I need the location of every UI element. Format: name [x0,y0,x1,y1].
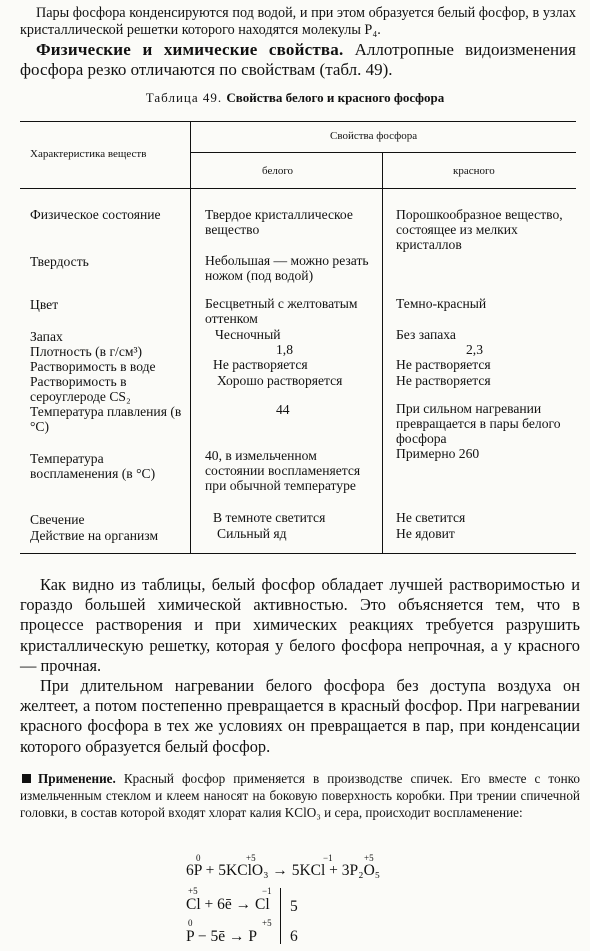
application-label: Применение. [38,771,116,786]
coefficient: 5 [290,898,298,915]
row-name: Физическое состояние [30,207,161,222]
oxidation-state: +5 [262,918,272,928]
col-divider-2 [382,152,383,553]
row-name: Температура воспламенения (в °C) [30,451,156,481]
cell-red: Темно-красный [396,296,487,311]
cell-red: При сильном нагревании превращается в пары белого фосфора [396,401,561,446]
cell-red: Не растворяется [396,373,491,388]
row-name: Температура плавления (в °C) [30,404,182,434]
cell-white: Не растворяется [213,357,308,372]
cell-white: 44 [276,402,290,417]
paragraph: Как видно из таблицы, белый фосфор обладает лучшей растворимостью и гораздо большей химической активностью. Это объясняется тем, что в процессе растворения и при химических реакциях требуется разрушить кристаллическую решетку, которая у белого фосфора непрочная, а у красного — прочная. [20,575,580,675]
table-bottom-rule [20,553,576,554]
balance-bar [280,888,281,944]
application-paragraph [20,770,580,821]
oxidation-state: 0 [188,918,193,928]
oxidation-state: +5 [364,853,374,863]
col-divider-1 [190,121,191,553]
header-red: красного [453,165,495,177]
cell-red: Не растворяется [396,357,491,372]
cell-white: Бесцветный с желтоватым оттенком [205,296,358,326]
cell-white: Твердое кристаллическое вещество [205,207,353,237]
application-text: Красный фосфор применяется в производстве спичек. Его вместе с тонко измельченным стеклом и клеем наносят на боковую поверхность коробки. При трении спичечной головки, в состав которой входят хлорат калия KClO₃ и сера, происходит воспламенение: [20,771,580,820]
table-caption [0,90,590,106]
cell-red: Без запаха [396,327,456,342]
cell-red: Не ядовит [396,526,455,541]
section-heading [20,40,576,80]
header-divider [190,152,576,153]
header-white: белого [262,165,294,177]
section-marker-icon [22,774,31,783]
half-reaction-phosphorus: P − 5ē → P [186,928,258,945]
half-reaction-chlorine: Cl + 6ē → Cl [186,896,270,913]
table-number: Таблица 49. [145,90,223,105]
cell-red: Порошкообразное вещество, состоящее из мелких кристаллов [396,207,563,252]
row-name: Растворимость в воде [30,359,156,374]
row-name: Запах [30,329,63,344]
oxidation-state: +5 [246,853,256,863]
intro-paragraph: Пары фосфора конденсируются под водой, и при этом образуется белый фосфор, в узлах кристаллической решетки которого находятся молекулы P₄. [20,5,576,38]
row-name: Действие на организм [30,528,159,543]
row-name: Растворимость в сероуглероде CS₂ [30,374,131,404]
cell-red: Примерно 260 [396,446,480,461]
oxidation-state: −1 [323,853,333,863]
header-characteristic: Характеристика веществ [30,148,147,160]
header-properties: Свойства фосфора [330,130,418,142]
cell-white: 40, в измельченном состоянии воспламеняется при обычной температуре [205,448,361,493]
discussion-text [20,575,580,757]
oxidation-state: −1 [262,886,272,896]
table-title: Свойства белого и красного фосфора [226,90,445,105]
redox-equation: 6P + 5KClO₃ → 5KCl + 3P₂O₅ [186,862,381,879]
cell-white: Небольшая — можно резать ножом (под водой) [205,253,369,283]
oxidation-state: 0 [196,853,201,863]
row-name: Твердость [30,254,89,269]
row-name: Цвет [30,297,59,312]
cell-white: Чесночный [215,327,281,342]
cell-white: В темноте светится [213,510,326,525]
paragraph: При длительном нагревании белого фосфора без доступа воздуха он желтеет, а потом постепенно превращается в красный фосфор. При нагревании красного фосфора в тех же условиях он превращается в пар, при конденсации которого образуется белый фосфор. [20,676,580,756]
coefficient: 6 [290,928,298,945]
row-name: Свечение [30,512,85,527]
section-title: Физические и химические свойства. [36,40,344,59]
cell-red: 2,3 [466,342,483,357]
header-bottom-rule [20,188,576,189]
row-name: Плотность (в г/см³) [30,344,143,359]
cell-white: 1,8 [276,342,293,357]
cell-white: Сильный яд [217,526,287,541]
table-top-rule [20,121,576,122]
cell-red: Не светится [396,510,466,525]
section-lead: Аллотропные видоизменения фосфора резко отличаются по свойствам (табл. 49). [20,40,576,79]
oxidation-state: +5 [188,886,198,896]
cell-white: Хорошо растворяется [217,373,343,388]
